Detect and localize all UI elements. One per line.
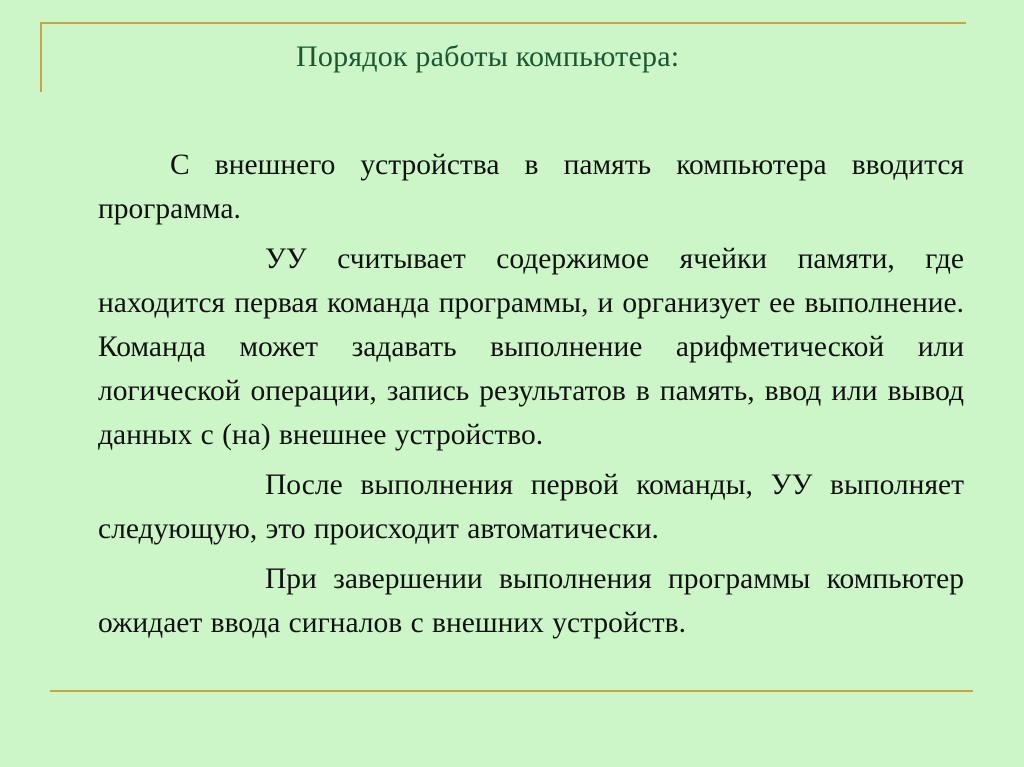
paragraph-1: С внешнего устройства в память компьютера вводится программа. bbox=[98, 149, 964, 225]
bottom-rule bbox=[50, 690, 973, 692]
paragraph-4: При завершении выполнения программы компьютер ожидает ввода сигналов с внешних устройств. bbox=[98, 563, 964, 639]
top-rule bbox=[40, 22, 966, 24]
left-rule bbox=[40, 22, 42, 92]
paragraph-3: После выполнения первой команды, УУ выполняет следующую, это происходит автоматически. bbox=[98, 469, 964, 545]
slide-title: Порядок работы компьютера: bbox=[296, 40, 680, 73]
paragraph-2: УУ считывает содержимое ячейки памяти, где находится первая команда программы, и организует ее выполнение. Команда может задавать выполнение арифметической или логической операции, запись результатов в память, ввод или вывод данных с (на) внешнее устройство. bbox=[98, 243, 964, 451]
slide-body bbox=[98, 143, 964, 651]
